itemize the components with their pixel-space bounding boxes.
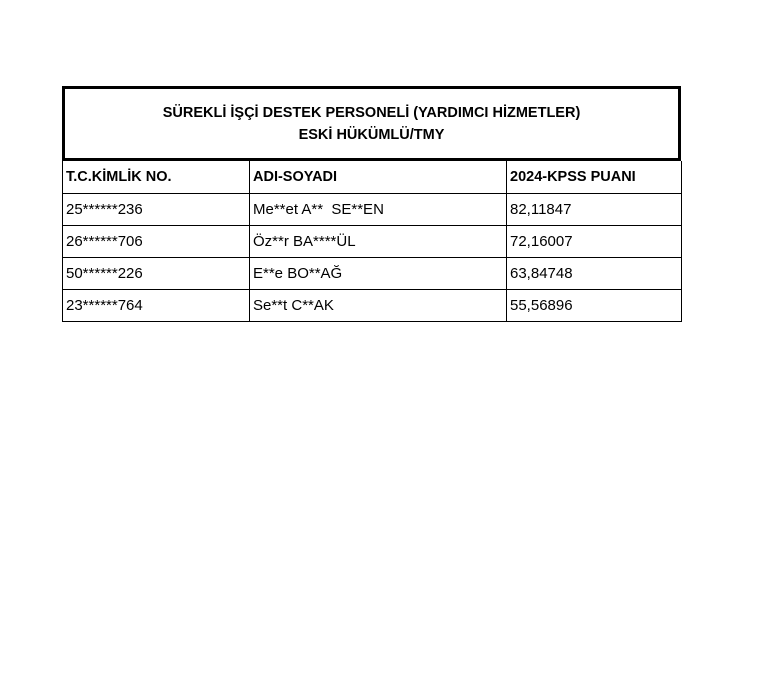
title-box xyxy=(62,86,681,161)
table-header-row xyxy=(63,161,682,193)
cell-adi-soyadi: Me**et A** SE**EN xyxy=(250,193,507,225)
title-line-2: ESKİ HÜKÜMLÜ/TMY xyxy=(298,126,445,143)
cell-kpss-puani: 72,16007 xyxy=(507,225,682,257)
cell-tc-kimlik: 26******706 xyxy=(63,225,250,257)
cell-kpss-puani: 55,56896 xyxy=(507,289,682,321)
table-row xyxy=(63,257,682,289)
cell-kpss-puani: 82,11847 xyxy=(507,193,682,225)
header-tc-kimlik: T.C.KİMLİK NO. xyxy=(63,161,250,193)
cell-adi-soyadi: E**e BO**AĞ xyxy=(250,257,507,289)
cell-adi-soyadi: Öz**r BA****ÜL xyxy=(250,225,507,257)
title-line-1: SÜREKLİ İŞÇİ DESTEK PERSONELİ (YARDIMCI HİZMETLER) xyxy=(162,104,581,121)
header-adi-soyadi: ADI-SOYADI xyxy=(250,161,507,193)
table-row xyxy=(63,225,682,257)
results-sheet xyxy=(62,86,681,322)
cell-tc-kimlik: 25******236 xyxy=(63,193,250,225)
cell-kpss-puani: 63,84748 xyxy=(507,257,682,289)
header-kpss-puani: 2024-KPSS PUANI xyxy=(507,161,682,193)
cell-tc-kimlik: 50******226 xyxy=(63,257,250,289)
results-table xyxy=(62,161,682,322)
cell-tc-kimlik: 23******764 xyxy=(63,289,250,321)
table-row xyxy=(63,289,682,321)
table-row xyxy=(63,193,682,225)
cell-adi-soyadi: Se**t C**AK xyxy=(250,289,507,321)
